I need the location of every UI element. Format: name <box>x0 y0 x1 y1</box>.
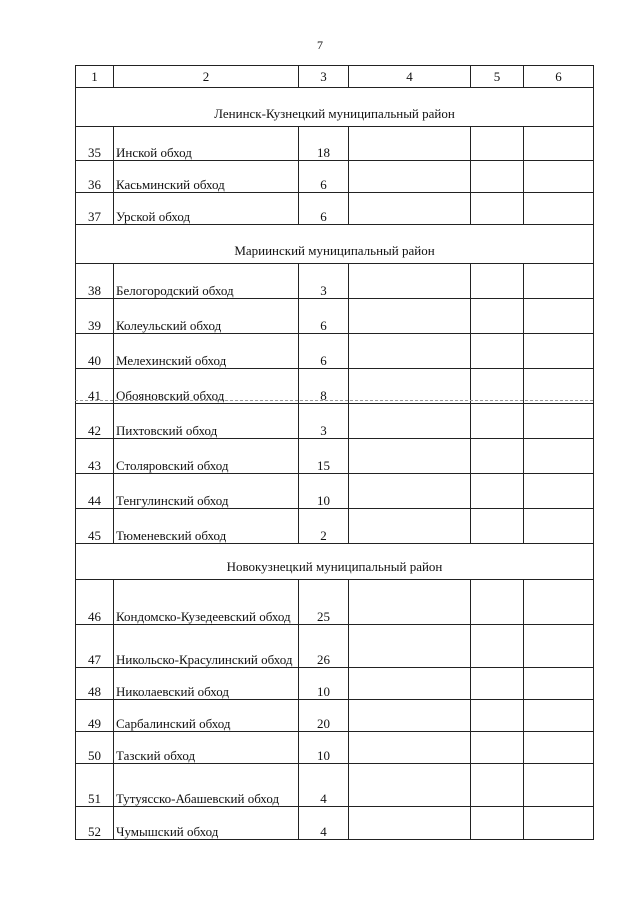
empty-cell <box>524 474 594 509</box>
table-row <box>76 193 594 225</box>
empty-cell <box>524 193 594 225</box>
empty-cell <box>524 439 594 474</box>
district-name: Ленинск-Кузнецкий муниципальный район <box>76 88 594 127</box>
column-header: 2 <box>114 66 299 88</box>
table-row <box>76 474 594 509</box>
forest-district-name: Никольско-Красулинский обход <box>114 625 299 668</box>
empty-cell <box>471 439 524 474</box>
row-value: 6 <box>299 334 349 369</box>
table-row <box>76 807 594 840</box>
row-number: 48 <box>76 668 114 700</box>
forest-district-name: Мелехинский обход <box>114 334 299 369</box>
forest-district-name: Инской обход <box>114 127 299 161</box>
table-row <box>76 625 594 668</box>
table-row <box>76 764 594 807</box>
table-row <box>76 404 594 439</box>
table-row <box>76 334 594 369</box>
empty-cell <box>524 264 594 299</box>
empty-cell <box>524 509 594 544</box>
row-number: 36 <box>76 161 114 193</box>
forest-district-name: Тенгулинский обход <box>114 474 299 509</box>
empty-cell <box>524 369 594 404</box>
empty-cell <box>471 127 524 161</box>
row-number: 35 <box>76 127 114 161</box>
table-row <box>76 580 594 625</box>
row-number: 43 <box>76 439 114 474</box>
page-break-dashed-line <box>75 400 593 401</box>
row-value: 3 <box>299 404 349 439</box>
row-value: 18 <box>299 127 349 161</box>
table-row <box>76 127 594 161</box>
empty-cell <box>349 807 471 840</box>
empty-cell <box>471 193 524 225</box>
row-number: 46 <box>76 580 114 625</box>
table-row <box>76 509 594 544</box>
empty-cell <box>471 580 524 625</box>
table-row <box>76 161 594 193</box>
row-number: 40 <box>76 334 114 369</box>
forest-district-name: Тюменевский обход <box>114 509 299 544</box>
empty-cell <box>471 732 524 764</box>
table-row <box>76 700 594 732</box>
forest-district-name: Сарбалинский обход <box>114 700 299 732</box>
empty-cell <box>349 474 471 509</box>
table-row <box>76 369 594 404</box>
district-name: Мариинский муниципальный район <box>76 225 594 264</box>
row-number: 38 <box>76 264 114 299</box>
empty-cell <box>471 625 524 668</box>
empty-cell <box>524 580 594 625</box>
forest-district-name: Кондомско-Кузедеевский обход <box>114 580 299 625</box>
district-heading-row <box>76 88 594 127</box>
forest-district-name: Тазский обход <box>114 732 299 764</box>
row-value: 6 <box>299 193 349 225</box>
empty-cell <box>349 299 471 334</box>
forest-district-name: Колеульский обход <box>114 299 299 334</box>
empty-cell <box>349 509 471 544</box>
table-row <box>76 668 594 700</box>
row-value: 10 <box>299 732 349 764</box>
empty-cell <box>471 509 524 544</box>
empty-cell <box>524 161 594 193</box>
empty-cell <box>349 732 471 764</box>
forest-district-name: Николаевский обход <box>114 668 299 700</box>
row-number: 50 <box>76 732 114 764</box>
table-row <box>76 439 594 474</box>
row-value: 4 <box>299 807 349 840</box>
empty-cell <box>349 404 471 439</box>
forest-district-name: Обояновский обход <box>114 369 299 404</box>
empty-cell <box>524 764 594 807</box>
forest-district-name: Чумышский обход <box>114 807 299 840</box>
empty-cell <box>349 334 471 369</box>
empty-cell <box>524 625 594 668</box>
row-number: 37 <box>76 193 114 225</box>
forest-district-name: Урской обход <box>114 193 299 225</box>
empty-cell <box>524 732 594 764</box>
empty-cell <box>349 700 471 732</box>
district-name: Новокузнецкий муниципальный район <box>76 544 594 580</box>
empty-cell <box>349 439 471 474</box>
empty-cell <box>349 369 471 404</box>
forest-district-name: Столяровский обход <box>114 439 299 474</box>
row-number: 47 <box>76 625 114 668</box>
empty-cell <box>471 474 524 509</box>
forest-district-name: Тутуясско-Абашевский обход <box>114 764 299 807</box>
empty-cell <box>349 668 471 700</box>
column-header: 4 <box>349 66 471 88</box>
row-value: 8 <box>299 369 349 404</box>
empty-cell <box>524 700 594 732</box>
empty-cell <box>349 764 471 807</box>
column-header: 6 <box>524 66 594 88</box>
row-value: 10 <box>299 474 349 509</box>
empty-cell <box>471 807 524 840</box>
row-value: 6 <box>299 161 349 193</box>
empty-cell <box>471 764 524 807</box>
row-value: 2 <box>299 509 349 544</box>
empty-cell <box>349 264 471 299</box>
empty-cell <box>524 668 594 700</box>
empty-cell <box>349 127 471 161</box>
empty-cell <box>471 668 524 700</box>
table-row <box>76 299 594 334</box>
district-heading-row <box>76 544 594 580</box>
column-header-row <box>76 66 594 88</box>
column-header: 5 <box>471 66 524 88</box>
table-row <box>76 264 594 299</box>
empty-cell <box>524 299 594 334</box>
empty-cell <box>349 161 471 193</box>
empty-cell <box>524 807 594 840</box>
row-number: 49 <box>76 700 114 732</box>
empty-cell <box>471 700 524 732</box>
forest-district-name: Пихтовский обход <box>114 404 299 439</box>
row-number: 52 <box>76 807 114 840</box>
empty-cell <box>471 299 524 334</box>
row-number: 44 <box>76 474 114 509</box>
empty-cell <box>524 404 594 439</box>
page-number: 7 <box>317 38 323 52</box>
empty-cell <box>349 193 471 225</box>
empty-cell <box>471 334 524 369</box>
empty-cell <box>349 625 471 668</box>
row-number: 41 <box>76 369 114 404</box>
row-value: 20 <box>299 700 349 732</box>
empty-cell <box>471 161 524 193</box>
column-header: 1 <box>76 66 114 88</box>
row-value: 6 <box>299 299 349 334</box>
empty-cell <box>471 404 524 439</box>
empty-cell <box>524 127 594 161</box>
row-value: 4 <box>299 764 349 807</box>
row-number: 42 <box>76 404 114 439</box>
row-value: 10 <box>299 668 349 700</box>
row-value: 3 <box>299 264 349 299</box>
column-header: 3 <box>299 66 349 88</box>
row-number: 45 <box>76 509 114 544</box>
empty-cell <box>471 369 524 404</box>
row-value: 15 <box>299 439 349 474</box>
row-number: 51 <box>76 764 114 807</box>
empty-cell <box>524 334 594 369</box>
empty-cell <box>471 264 524 299</box>
forest-district-name: Касьминский обход <box>114 161 299 193</box>
row-number: 39 <box>76 299 114 334</box>
empty-cell <box>349 580 471 625</box>
forest-district-name: Белогородский обход <box>114 264 299 299</box>
forest-districts-table <box>75 65 594 840</box>
district-heading-row <box>76 225 594 264</box>
row-value: 26 <box>299 625 349 668</box>
row-value: 25 <box>299 580 349 625</box>
table-row <box>76 732 594 764</box>
